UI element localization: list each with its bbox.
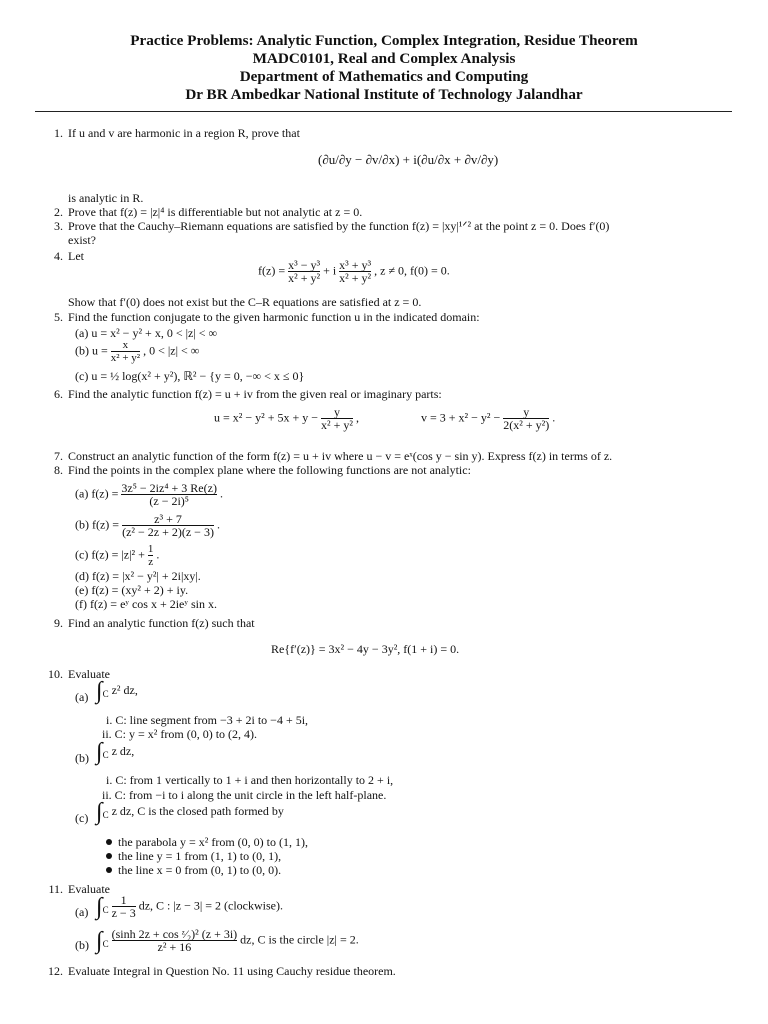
q10-b-integrand: z dz,: [111, 743, 135, 758]
q6-u-den: x² + y²: [321, 418, 354, 432]
q5-number: 5.: [54, 310, 63, 324]
q8-b-fraction: [122, 513, 214, 538]
q6-v-lhs: v = 3 + x² − y² −: [421, 410, 501, 425]
q11-b-contour: C: [102, 938, 109, 949]
q8-part-d: (d) f(z) = |x² − y²| + 2i|xy|.: [75, 569, 201, 583]
q10-b-ii: ii. C: from −i to i along the unit circle in the left half-plane.: [102, 788, 387, 802]
q10-c-bullet-2: [106, 850, 281, 863]
q6-u-tail: ,: [356, 410, 360, 425]
integral-icon: ∫: [96, 799, 103, 825]
q10-c-integral: [96, 799, 284, 825]
q10-c-1-text: the parabola y = x² from (0, 0) to (1, 1),: [118, 835, 308, 849]
q4-fraction-2: [339, 259, 371, 284]
q11-b-tail: dz, C is the circle |z| = 2.: [240, 932, 359, 947]
q10-b-label: (b): [75, 751, 89, 765]
q1-after: is analytic in R.: [68, 191, 144, 205]
q6-text: Find the analytic function f(z) = u + iv from the given real or imaginary parts:: [68, 387, 442, 401]
q5-b-num: x: [122, 339, 129, 351]
q9-display-equation: Re{f′(z)} = 3x² − 4y − 3y², f(1 + i) = 0.: [271, 642, 460, 656]
q4-tail: , z ≠ 0, f(0) = 0.: [374, 263, 450, 278]
q8-b-den: (z² − 2z + 2)(z − 3): [122, 525, 214, 539]
q4-den2: x² + y²: [339, 271, 372, 285]
q4-display-equation: [258, 259, 450, 284]
q6-v-num: y: [523, 405, 530, 419]
integral-icon: ∫: [96, 739, 103, 765]
q4-den1: x² + y²: [288, 271, 321, 285]
q11-b-num: (sinh 2z + cos ᶻ⁄₂)² (z + 3i): [111, 927, 238, 941]
q12-number: 12.: [48, 964, 63, 978]
q8-b-tail: .: [216, 517, 220, 532]
q6-u-fraction: [321, 406, 353, 431]
q5-b-den: x² + y²: [110, 352, 141, 364]
q8-part-a: [75, 482, 223, 507]
q5-part-a: (a) u = x² − y² + x, 0 < |z| < ∞: [75, 326, 218, 340]
q10-c-bullet-3: [106, 864, 281, 877]
q8-a-label: (a) f(z) =: [75, 486, 119, 501]
q6-u-lhs: u = x² − y² + 5x + y −: [214, 410, 319, 425]
q10-c-label: (c): [75, 811, 89, 825]
q11-a-contour: C: [102, 904, 109, 915]
q11-a-num: 1: [120, 893, 127, 907]
q10-a-integrand: z² dz,: [111, 682, 138, 697]
integral-icon: ∫: [96, 678, 103, 704]
q8-b-label: (b) f(z) =: [75, 517, 120, 532]
bullet-icon: [106, 853, 112, 859]
q8-c-tail: .: [156, 547, 160, 562]
q8-b-num: z³ + 7: [154, 512, 182, 526]
bullet-icon: [106, 839, 112, 845]
q11-a-den: z − 3: [111, 906, 136, 920]
document-header: [0, 32, 768, 104]
q11-number: 11.: [48, 882, 63, 896]
q11-a-tail: dz, C : |z − 3| = 2 (clockwise).: [138, 898, 283, 913]
q10-a-integral: [96, 678, 138, 704]
q5-text: Find the function conjugate to the given harmonic function u in the indicated domain:: [68, 310, 480, 324]
q12-text: Evaluate Integral in Question No. 11 using Cauchy residue theorem.: [68, 964, 396, 978]
q8-part-c: [75, 543, 159, 568]
q10-text: Evaluate: [68, 667, 110, 681]
integral-icon: ∫: [96, 893, 103, 920]
q8-part-e: (e) f(z) = (xy² + 2) + iy.: [75, 583, 189, 597]
q11-text: Evaluate: [68, 882, 110, 896]
q10-b-integral: [96, 739, 135, 765]
q6-number: 6.: [54, 387, 63, 401]
q6-v-den: 2(x² + y²): [503, 418, 550, 432]
q8-a-num: 3z⁵ − 2iz⁴ + 3 Re(z): [121, 481, 217, 495]
q8-text: Find the points in the complex plane where the following functions are not analytic:: [68, 463, 471, 477]
q8-part-f: (f) f(z) = eʸ cos x + 2ieʸ sin x.: [75, 597, 217, 611]
q1-display-equation: (∂u/∂y − ∂v/∂x) + i(∂u/∂x + ∂v/∂y): [318, 152, 499, 167]
header-course: MADC0101, Real and Complex Analysis: [252, 50, 516, 67]
q7-number: 7.: [54, 449, 63, 463]
q11-a-fraction: [112, 894, 136, 919]
q8-c-num: 1: [147, 543, 154, 555]
q8-a-den: (z − 2i)⁵: [121, 494, 217, 507]
q11-a-integral: [96, 894, 283, 919]
q10-c-3-text: the line x = 0 from (0, 1) to (0, 0).: [118, 863, 282, 877]
q10-c-contour: C: [102, 810, 109, 821]
q8-a-fraction: [121, 482, 217, 507]
q4-num2: x³ + y³: [339, 258, 372, 272]
q4-mid: + i: [323, 263, 337, 278]
q10-a-ii: ii. C: y = x² from (0, 0) to (2, 4).: [102, 727, 258, 741]
q10-a-i: i. C: line segment from −3 + 2i to −4 + 5i,: [106, 713, 309, 727]
q3-number: 3.: [54, 219, 63, 233]
q7-text: Construct an analytic function of the form f(z) = u + iv where u − v = eˣ(cos y − sin y). Express f(z) in terms of z.: [68, 449, 613, 463]
q6-v-tail: .: [552, 410, 556, 425]
q4-number: 4.: [54, 249, 63, 263]
q10-a-label: (a): [75, 690, 89, 704]
q4-after: Show that f′(0) does not exist but the C–R equations are satisfied at z = 0.: [68, 295, 422, 309]
q5-part-b: [75, 339, 199, 364]
q9-text: Find an analytic function f(z) such that: [68, 616, 255, 630]
q4-num1: x³ − y³: [288, 258, 321, 272]
q11-b-fraction: [112, 928, 238, 953]
q8-c-label: (c) f(z) = |z|² +: [75, 547, 145, 562]
q2-number: 2.: [54, 205, 63, 219]
q5-b-tail: , 0 < |z| < ∞: [143, 343, 200, 358]
header-institute: Dr BR Ambedkar National Institute of Technology Jalandhar: [185, 86, 583, 103]
q8-number: 8.: [54, 463, 63, 477]
q10-c-integrand: z dz, C is the closed path formed by: [111, 803, 284, 818]
q4-text: Let: [68, 249, 84, 263]
q6-v-fraction: [503, 406, 549, 431]
q5-b-fraction: [111, 339, 140, 364]
q9-number: 9.: [54, 616, 63, 630]
q10-b-contour: C: [102, 750, 109, 761]
q11-b-integral: [96, 928, 359, 953]
q11-b-label: (b): [75, 938, 89, 952]
q10-b-i: i. C: from 1 vertically to 1 + i and then horizontally to 2 + i,: [106, 773, 394, 787]
header-title: Practice Problems: Analytic Function, Complex Integration, Residue Theorem: [130, 32, 638, 49]
q6-v-equation: [421, 406, 555, 431]
q4-fraction-1: [288, 259, 320, 284]
header-divider: [35, 111, 732, 112]
header-department: Department of Mathematics and Computing: [239, 68, 529, 85]
q4-lhs: f(z) =: [258, 263, 286, 278]
q1-number: 1.: [54, 126, 63, 140]
q10-c-2-text: the line y = 1 from (1, 1) to (0, 1),: [118, 849, 282, 863]
q5-part-c: (c) u = ½ log(x² + y²), ℝ² − {y = 0, −∞ < x ≤ 0}: [75, 369, 305, 383]
q10-c-bullet-1: [106, 836, 308, 849]
q5-b-label: (b) u =: [75, 343, 108, 358]
q1-text: If u and v are harmonic in a region R, prove that: [68, 126, 300, 140]
q8-c-den: z: [148, 556, 154, 568]
q8-part-b: [75, 513, 220, 538]
q11-a-label: (a): [75, 905, 89, 919]
integral-icon: ∫: [96, 927, 103, 954]
q3-cont: exist?: [68, 233, 96, 247]
q8-c-fraction: [148, 543, 154, 568]
q10-number: 10.: [48, 667, 63, 681]
q11-b-den: z² + 16: [112, 940, 238, 953]
bullet-icon: [106, 867, 112, 873]
q6-u-num: y: [334, 405, 341, 419]
q2-text: Prove that f(z) = |z|⁴ is differentiable but not analytic at z = 0.: [68, 205, 363, 219]
q3-text: Prove that the Cauchy–Riemann equations are satisfied by the function f(z) = |xy|¹ᐟ² at the point z = 0. Does f′(0): [68, 219, 610, 233]
q6-u-equation: [214, 406, 359, 431]
q10-a-contour: C: [102, 689, 109, 700]
q8-a-tail: .: [219, 486, 223, 501]
